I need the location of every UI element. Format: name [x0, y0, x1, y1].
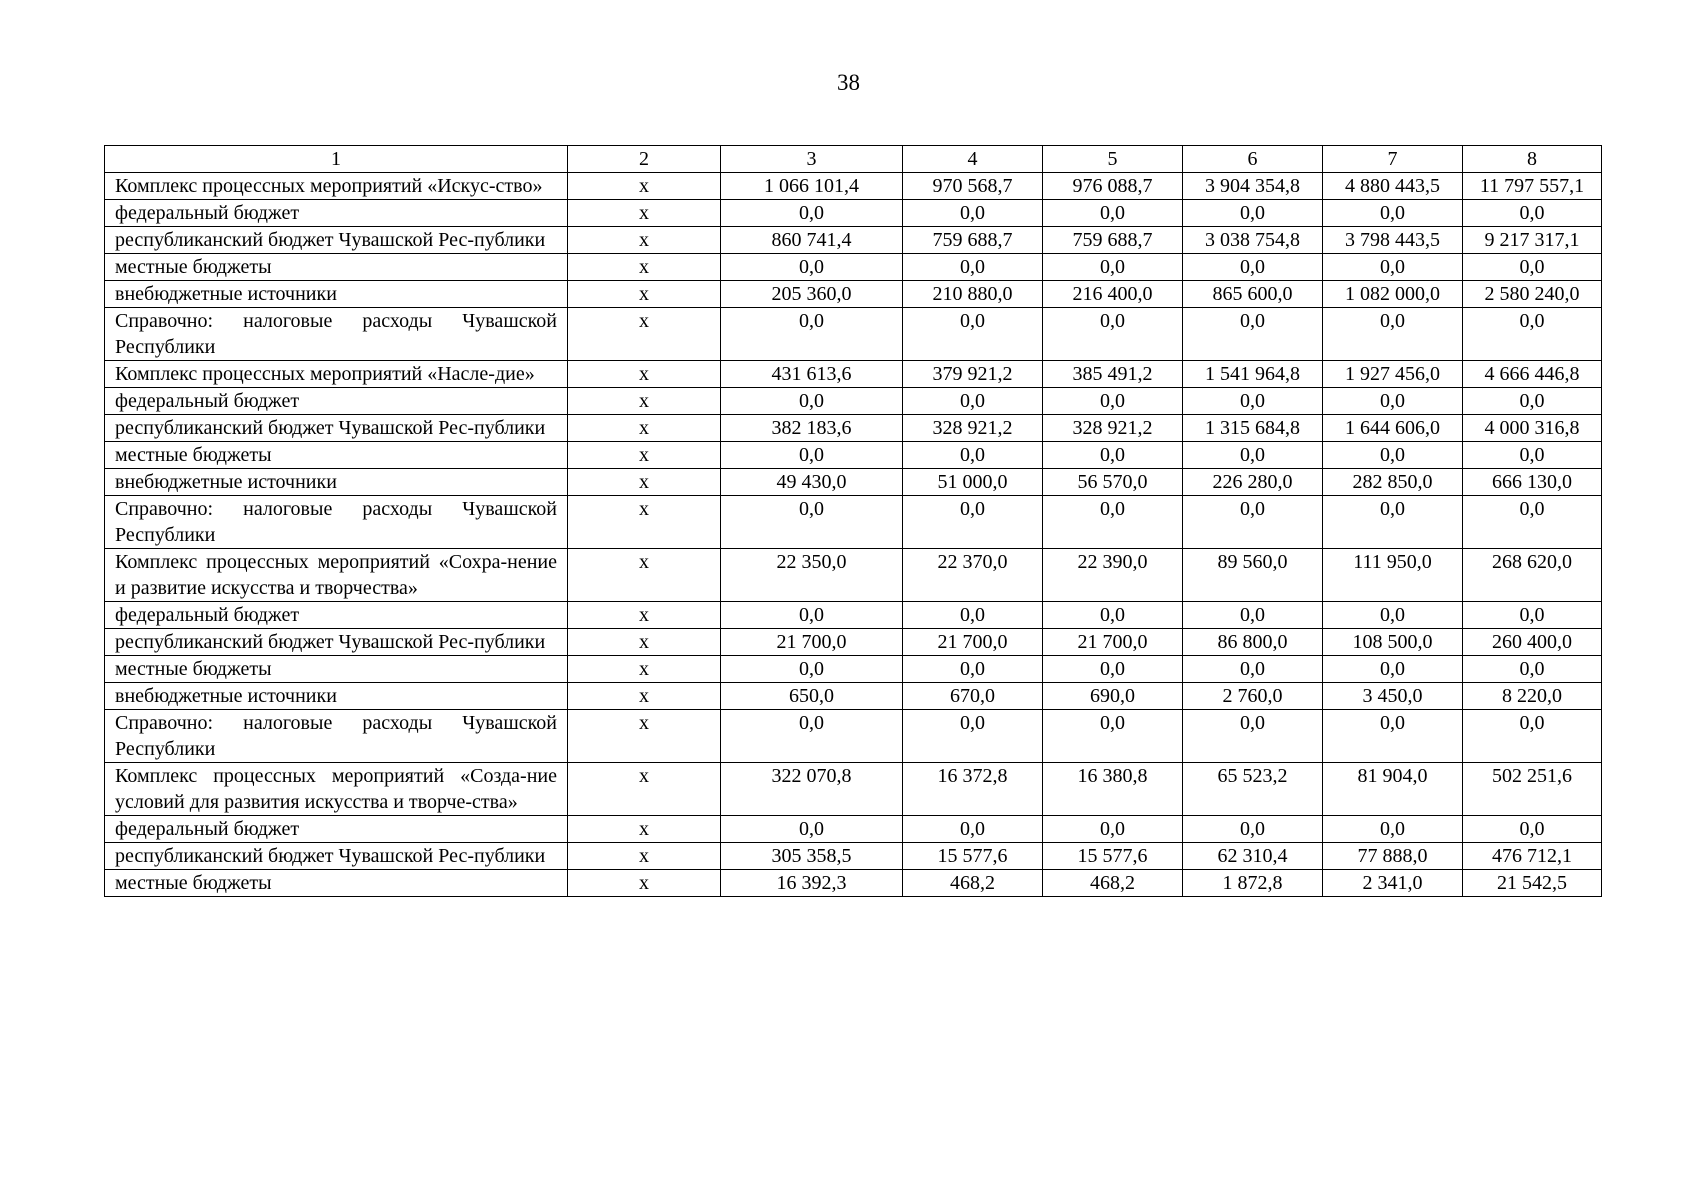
row-label: республиканский бюджет Чувашской Рес-публики [105, 227, 568, 254]
value-cell: 1 082 000,0 [1323, 281, 1463, 308]
value-cell: 21 700,0 [1043, 629, 1183, 656]
column-2-cell: х [568, 281, 721, 308]
value-cell: 328 921,2 [1043, 415, 1183, 442]
value-cell: 0,0 [903, 200, 1043, 227]
value-cell: 0,0 [1323, 254, 1463, 281]
value-cell: 0,0 [1323, 816, 1463, 843]
row-label: Комплекс процессных мероприятий «Искус-ство» [105, 173, 568, 200]
row-label: Справочно: налоговые расходы Чувашской Республики [105, 496, 568, 549]
header-cell: 5 [1043, 146, 1183, 173]
value-cell: 15 577,6 [903, 843, 1043, 870]
column-2-cell: х [568, 656, 721, 683]
value-cell: 0,0 [721, 496, 903, 549]
value-cell: 226 280,0 [1183, 469, 1323, 496]
value-cell: 0,0 [1043, 442, 1183, 469]
table-row [105, 415, 1602, 442]
value-cell: 0,0 [1183, 388, 1323, 415]
value-cell: 0,0 [721, 442, 903, 469]
value-cell: 3 904 354,8 [1183, 173, 1323, 200]
value-cell: 0,0 [1323, 388, 1463, 415]
value-cell: 860 741,4 [721, 227, 903, 254]
value-cell: 0,0 [903, 656, 1043, 683]
header-cell: 6 [1183, 146, 1323, 173]
row-label: федеральный бюджет [105, 388, 568, 415]
value-cell: 9 217 317,1 [1463, 227, 1602, 254]
value-cell: 4 666 446,8 [1463, 361, 1602, 388]
value-cell: 0,0 [1043, 656, 1183, 683]
value-cell: 468,2 [903, 870, 1043, 897]
value-cell: 0,0 [1463, 656, 1602, 683]
row-label: федеральный бюджет [105, 200, 568, 227]
row-label: республиканский бюджет Чувашской Рес-публики [105, 415, 568, 442]
table-row [105, 388, 1602, 415]
value-cell: 0,0 [1183, 200, 1323, 227]
table-body [105, 146, 1602, 897]
table-row [105, 816, 1602, 843]
value-cell: 0,0 [903, 254, 1043, 281]
value-cell: 0,0 [1463, 816, 1602, 843]
header-cell: 1 [105, 146, 568, 173]
value-cell: 0,0 [1323, 656, 1463, 683]
value-cell: 0,0 [1323, 496, 1463, 549]
row-label: Комплекс процессных мероприятий «Насле-дие» [105, 361, 568, 388]
row-label: местные бюджеты [105, 254, 568, 281]
value-cell: 21 542,5 [1463, 870, 1602, 897]
value-cell: 0,0 [1043, 308, 1183, 361]
value-cell: 0,0 [903, 496, 1043, 549]
table-row [105, 656, 1602, 683]
value-cell: 22 350,0 [721, 549, 903, 602]
value-cell: 16 392,3 [721, 870, 903, 897]
value-cell: 690,0 [1043, 683, 1183, 710]
page-number: 38 [837, 70, 860, 95]
value-cell: 0,0 [721, 656, 903, 683]
table-row [105, 200, 1602, 227]
table-row [105, 496, 1602, 549]
value-cell: 385 491,2 [1043, 361, 1183, 388]
column-2-cell: х [568, 173, 721, 200]
value-cell: 4 000 316,8 [1463, 415, 1602, 442]
value-cell: 759 688,7 [903, 227, 1043, 254]
value-cell: 0,0 [1323, 442, 1463, 469]
value-cell: 0,0 [1043, 200, 1183, 227]
column-2-cell: х [568, 469, 721, 496]
value-cell: 86 800,0 [1183, 629, 1323, 656]
value-cell: 22 390,0 [1043, 549, 1183, 602]
budget-table [104, 145, 1602, 897]
value-cell: 1 315 684,8 [1183, 415, 1323, 442]
value-cell: 0,0 [903, 308, 1043, 361]
value-cell: 0,0 [1183, 496, 1323, 549]
column-2-cell: х [568, 602, 721, 629]
value-cell: 1 927 456,0 [1323, 361, 1463, 388]
value-cell: 260 400,0 [1463, 629, 1602, 656]
column-2-cell: х [568, 254, 721, 281]
value-cell: 0,0 [721, 200, 903, 227]
value-cell: 21 700,0 [721, 629, 903, 656]
header-cell: 8 [1463, 146, 1602, 173]
table-row [105, 710, 1602, 763]
value-cell: 970 568,7 [903, 173, 1043, 200]
value-cell: 0,0 [1043, 254, 1183, 281]
value-cell: 476 712,1 [1463, 843, 1602, 870]
column-2-cell: х [568, 388, 721, 415]
value-cell: 0,0 [1463, 442, 1602, 469]
column-2-cell: х [568, 308, 721, 361]
value-cell: 759 688,7 [1043, 227, 1183, 254]
value-cell: 11 797 557,1 [1463, 173, 1602, 200]
row-label: местные бюджеты [105, 656, 568, 683]
value-cell: 379 921,2 [903, 361, 1043, 388]
value-cell: 65 523,2 [1183, 763, 1323, 816]
value-cell: 0,0 [903, 602, 1043, 629]
value-cell: 0,0 [1183, 602, 1323, 629]
value-cell: 1 644 606,0 [1323, 415, 1463, 442]
value-cell: 268 620,0 [1463, 549, 1602, 602]
value-cell: 0,0 [1043, 388, 1183, 415]
column-2-cell: х [568, 200, 721, 227]
value-cell: 0,0 [721, 308, 903, 361]
row-label: Справочно: налоговые расходы Чувашской Республики [105, 710, 568, 763]
value-cell: 0,0 [721, 602, 903, 629]
column-2-cell: х [568, 629, 721, 656]
header-row [105, 146, 1602, 173]
column-2-cell: х [568, 843, 721, 870]
column-2-cell: х [568, 442, 721, 469]
header-cell: 2 [568, 146, 721, 173]
value-cell: 77 888,0 [1323, 843, 1463, 870]
value-cell: 0,0 [1463, 388, 1602, 415]
value-cell: 382 183,6 [721, 415, 903, 442]
value-cell: 666 130,0 [1463, 469, 1602, 496]
value-cell: 0,0 [1323, 602, 1463, 629]
value-cell: 0,0 [1463, 602, 1602, 629]
value-cell: 1 541 964,8 [1183, 361, 1323, 388]
value-cell: 328 921,2 [903, 415, 1043, 442]
value-cell: 0,0 [903, 388, 1043, 415]
value-cell: 89 560,0 [1183, 549, 1323, 602]
row-label: Справочно: налоговые расходы Чувашской Республики [105, 308, 568, 361]
value-cell: 3 038 754,8 [1183, 227, 1323, 254]
value-cell: 502 251,6 [1463, 763, 1602, 816]
table-row [105, 442, 1602, 469]
table-row [105, 763, 1602, 816]
value-cell: 0,0 [721, 816, 903, 843]
table-row [105, 361, 1602, 388]
table-row [105, 227, 1602, 254]
value-cell: 0,0 [1183, 442, 1323, 469]
column-2-cell: х [568, 816, 721, 843]
value-cell: 16 372,8 [903, 763, 1043, 816]
value-cell: 205 360,0 [721, 281, 903, 308]
value-cell: 322 070,8 [721, 763, 903, 816]
value-cell: 0,0 [1323, 308, 1463, 361]
column-2-cell: х [568, 549, 721, 602]
row-label: федеральный бюджет [105, 602, 568, 629]
row-label: республиканский бюджет Чувашской Рес-публики [105, 629, 568, 656]
row-label: внебюджетные источники [105, 683, 568, 710]
value-cell: 1 872,8 [1183, 870, 1323, 897]
value-cell: 0,0 [1043, 602, 1183, 629]
value-cell: 4 880 443,5 [1323, 173, 1463, 200]
value-cell: 108 500,0 [1323, 629, 1463, 656]
table-row [105, 469, 1602, 496]
value-cell: 0,0 [1323, 200, 1463, 227]
value-cell: 0,0 [1183, 308, 1323, 361]
column-2-cell: х [568, 763, 721, 816]
value-cell: 0,0 [903, 816, 1043, 843]
value-cell: 3 450,0 [1323, 683, 1463, 710]
value-cell: 431 613,6 [721, 361, 903, 388]
row-label: республиканский бюджет Чувашской Рес-публики [105, 843, 568, 870]
header-cell: 7 [1323, 146, 1463, 173]
table-row [105, 629, 1602, 656]
value-cell: 0,0 [1183, 656, 1323, 683]
value-cell: 468,2 [1043, 870, 1183, 897]
row-label: местные бюджеты [105, 870, 568, 897]
column-2-cell: х [568, 227, 721, 254]
value-cell: 650,0 [721, 683, 903, 710]
value-cell: 0,0 [903, 442, 1043, 469]
value-cell: 0,0 [721, 710, 903, 763]
value-cell: 216 400,0 [1043, 281, 1183, 308]
value-cell: 51 000,0 [903, 469, 1043, 496]
value-cell: 2 760,0 [1183, 683, 1323, 710]
value-cell: 0,0 [1043, 816, 1183, 843]
table-row [105, 549, 1602, 602]
table-row [105, 870, 1602, 897]
value-cell: 0,0 [1043, 710, 1183, 763]
value-cell: 56 570,0 [1043, 469, 1183, 496]
row-label: Комплекс процессных мероприятий «Сохра-нение и развитие искусства и творчества» [105, 549, 568, 602]
value-cell: 670,0 [903, 683, 1043, 710]
table-row [105, 602, 1602, 629]
value-cell: 0,0 [1043, 496, 1183, 549]
row-label: Комплекс процессных мероприятий «Созда-ние условий для развития искусства и творче-ства» [105, 763, 568, 816]
value-cell: 1 066 101,4 [721, 173, 903, 200]
table-row [105, 308, 1602, 361]
value-cell: 49 430,0 [721, 469, 903, 496]
value-cell: 0,0 [1463, 496, 1602, 549]
value-cell: 210 880,0 [903, 281, 1043, 308]
value-cell: 0,0 [1463, 254, 1602, 281]
value-cell: 22 370,0 [903, 549, 1043, 602]
table-row [105, 254, 1602, 281]
value-cell: 0,0 [1183, 254, 1323, 281]
value-cell: 0,0 [721, 254, 903, 281]
table-row [105, 173, 1602, 200]
value-cell: 62 310,4 [1183, 843, 1323, 870]
value-cell: 0,0 [1463, 308, 1602, 361]
table-row [105, 281, 1602, 308]
value-cell: 2 341,0 [1323, 870, 1463, 897]
column-2-cell: х [568, 361, 721, 388]
column-2-cell: х [568, 496, 721, 549]
value-cell: 282 850,0 [1323, 469, 1463, 496]
value-cell: 976 088,7 [1043, 173, 1183, 200]
header-cell: 3 [721, 146, 903, 173]
value-cell: 0,0 [1463, 200, 1602, 227]
row-label: внебюджетные источники [105, 281, 568, 308]
value-cell: 865 600,0 [1183, 281, 1323, 308]
value-cell: 16 380,8 [1043, 763, 1183, 816]
row-label: внебюджетные источники [105, 469, 568, 496]
table-row [105, 683, 1602, 710]
column-2-cell: х [568, 710, 721, 763]
value-cell: 305 358,5 [721, 843, 903, 870]
value-cell: 0,0 [903, 710, 1043, 763]
value-cell: 111 950,0 [1323, 549, 1463, 602]
value-cell: 0,0 [1183, 710, 1323, 763]
value-cell: 0,0 [1323, 710, 1463, 763]
value-cell: 15 577,6 [1043, 843, 1183, 870]
value-cell: 2 580 240,0 [1463, 281, 1602, 308]
value-cell: 0,0 [1183, 816, 1323, 843]
table-row [105, 843, 1602, 870]
column-2-cell: х [568, 870, 721, 897]
row-label: федеральный бюджет [105, 816, 568, 843]
value-cell: 0,0 [1463, 710, 1602, 763]
value-cell: 8 220,0 [1463, 683, 1602, 710]
header-cell: 4 [903, 146, 1043, 173]
value-cell: 0,0 [721, 388, 903, 415]
value-cell: 81 904,0 [1323, 763, 1463, 816]
value-cell: 21 700,0 [903, 629, 1043, 656]
value-cell: 3 798 443,5 [1323, 227, 1463, 254]
column-2-cell: х [568, 415, 721, 442]
row-label: местные бюджеты [105, 442, 568, 469]
column-2-cell: х [568, 683, 721, 710]
